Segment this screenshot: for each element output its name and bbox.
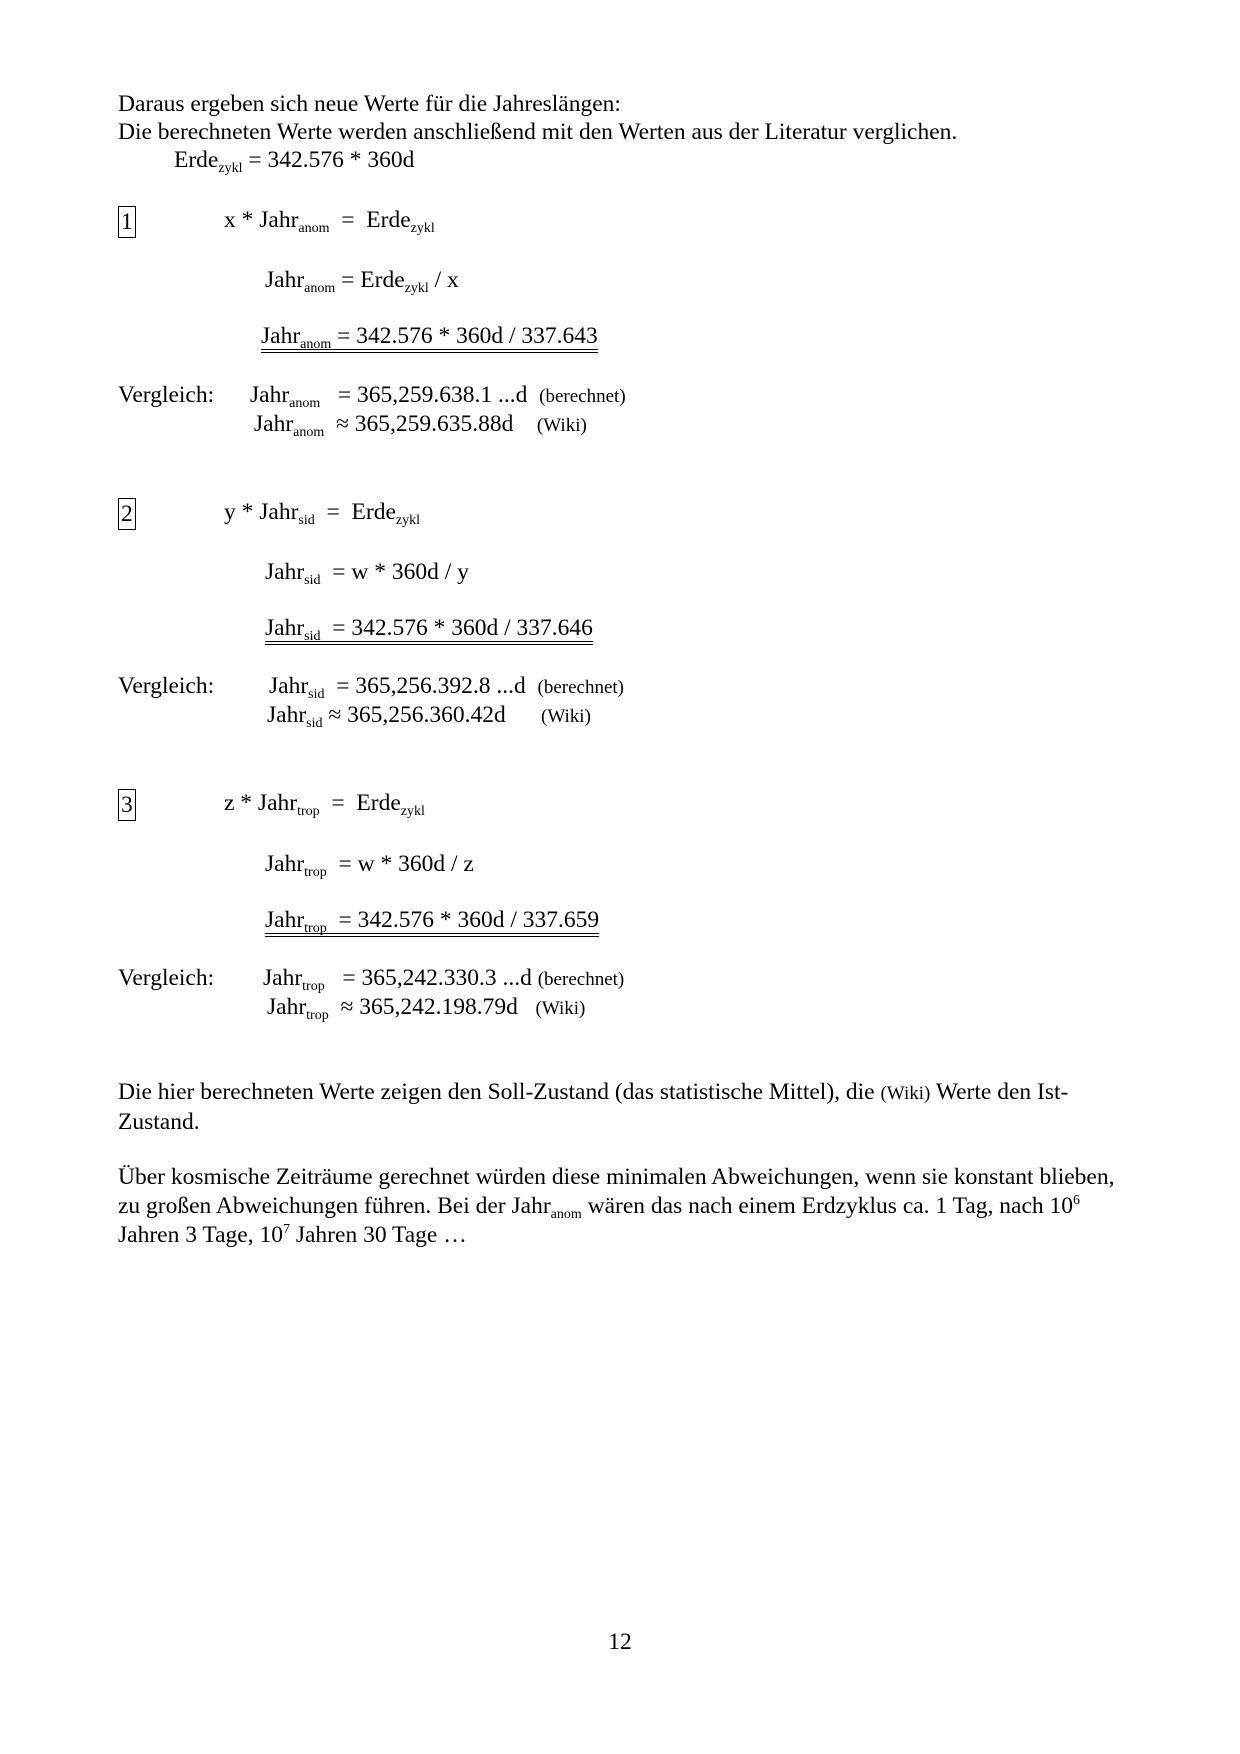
section-3-equation: z * Jahr$_{trop}$ = Erde$_{zykl}$ (224, 790, 425, 819)
section-3-wiki-value: Jahr$_{trop}$ ≈ 365,242.198.79d (Wiki) (267, 994, 586, 1023)
section-1-compare-label: Vergleich: (118, 382, 215, 408)
intro-line-1: Daraus ergeben sich neue Werte für die Jahreslängen: (118, 91, 621, 117)
section-2-compare-label: Vergleich: (118, 673, 215, 699)
section-1-wiki-value: Jahr$_{anom}$ ≈ 365,259.635.88d (Wiki) (254, 411, 587, 440)
section-2-formula: Jahr$_{sid}$ = w * 360d / y (265, 559, 469, 588)
section-1-computed-value: Jahr$_{anom}$ = 365,259.638.1 ...d (berechnet) (250, 382, 626, 411)
section-2-number: 2 (118, 498, 136, 530)
section-3-computed-value: Jahr$_{trop}$ = 365,242.330.3 ...d (berechnet) (263, 965, 625, 994)
page-number: 12 (608, 1629, 632, 1655)
section-2-calculation: Jahr$_{sid}$ = 342.576 * 360d / 337.646 (265, 615, 593, 644)
conclusion-paragraph-2: Über kosmische Zeiträume gerechnet würden diese minimalen Abweichungen, wenn sie konstant blieben, zu großen Abweichungen führen. Bei der Jahr$_{anom}$ wären das nach einem Erdzyklus ca. 1 Tag, nach $10^6$ Jahren 3 Tage, $10^7$ Jahren 30 Tage … (118, 1164, 1115, 1248)
section-3-formula: Jahr$_{trop}$ = w * 360d / z (265, 851, 474, 880)
conclusion-paragraph-1: Die hier berechneten Werte zeigen den Soll-Zustand (das statistische Mittel), die (Wiki) Werte den Ist-Zustand. (118, 1079, 1069, 1135)
section-2-computed-value: Jahr$_{sid}$ = 365,256.392.8 ...d (berechnet) (269, 673, 625, 702)
intro-line-2: Die berechneten Werte werden anschließend mit den Werten aus der Literatur verglichen. (118, 119, 958, 145)
section-2-wiki-value: Jahr$_{sid}$ ≈ 365,256.360.42d (Wiki) (267, 702, 591, 731)
earth-cycle-definition: Erde$_{zykl}$ = 342.576 * 360d (174, 147, 415, 176)
section-3-compare-label: Vergleich: (118, 965, 215, 991)
section-1-calculation: Jahr$_{anom}$ = 342.576 * 360d / 337.643 (261, 323, 598, 352)
section-3-number: 3 (118, 789, 136, 821)
section-1-equation: x * Jahr$_{anom}$ = Erde$_{zykl}$ (224, 207, 435, 236)
section-2-equation: y * Jahr$_{sid}$ = Erde$_{zykl}$ (224, 499, 420, 528)
section-1-formula: Jahr$_{anom}$ = Erde$_{zykl}$ / x (265, 267, 459, 296)
section-1-number: 1 (118, 206, 136, 238)
section-3-calculation: Jahr$_{trop}$ = 342.576 * 360d / 337.659 (265, 907, 600, 936)
